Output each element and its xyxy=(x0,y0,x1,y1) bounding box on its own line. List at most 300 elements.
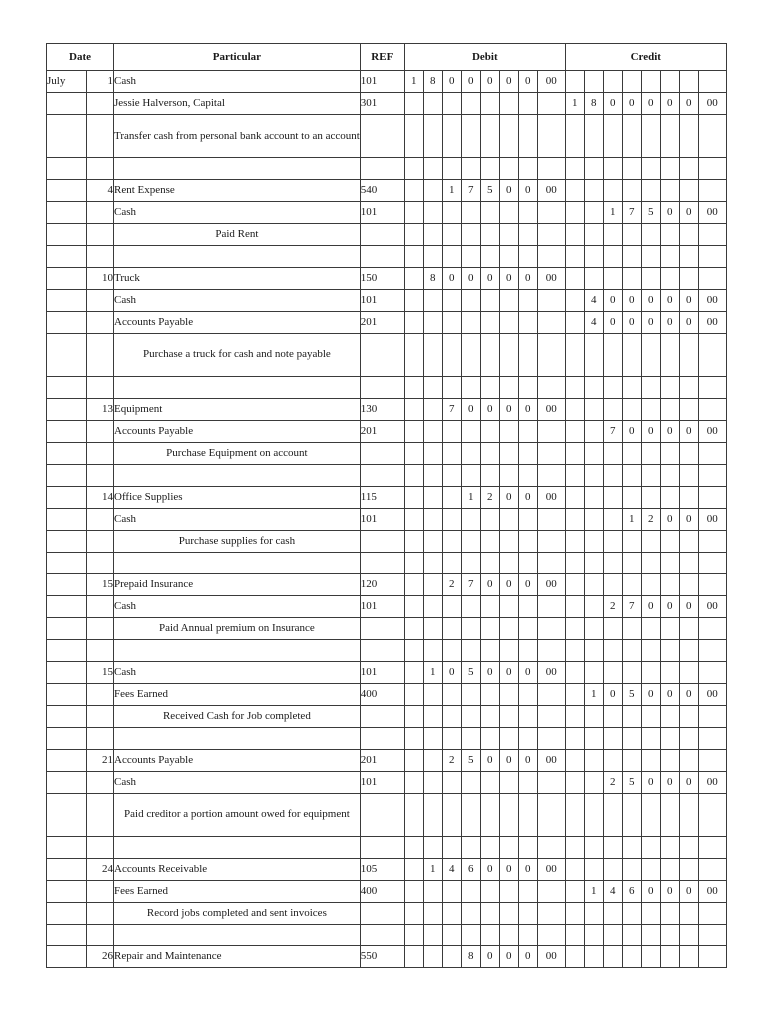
debit-digit-cell xyxy=(461,508,480,530)
debit-digit-cell: 1 xyxy=(404,71,423,93)
debit-digit-cell xyxy=(404,267,423,289)
debit-digit-cell xyxy=(423,202,442,224)
credit-digit-cell xyxy=(679,158,698,180)
debit-digit-cell xyxy=(404,552,423,574)
credit-digit-cell xyxy=(565,858,584,880)
date-month-cell xyxy=(47,661,87,683)
credit-digit-cell xyxy=(679,640,698,662)
credit-digit-cell xyxy=(679,246,698,268)
date-day-cell xyxy=(87,530,114,552)
credit-digit-cell: 00 xyxy=(698,880,726,902)
debit-digit-cell xyxy=(537,640,565,662)
credit-digit-cell xyxy=(584,771,603,793)
debit-digit-cell xyxy=(518,115,537,158)
debit-digit-cell xyxy=(499,311,518,333)
date-month-cell xyxy=(47,224,87,246)
journal-row xyxy=(47,661,727,683)
credit-digit-cell: 1 xyxy=(565,93,584,115)
debit-digit-cell: 0 xyxy=(461,398,480,420)
credit-digit-cell xyxy=(584,552,603,574)
debit-digit-cell xyxy=(518,705,537,727)
date-month-cell xyxy=(47,683,87,705)
debit-digit-cell xyxy=(480,246,499,268)
credit-digit-cell xyxy=(679,71,698,93)
credit-digit-cell: 0 xyxy=(679,420,698,442)
debit-digit-cell xyxy=(537,246,565,268)
credit-digit-cell xyxy=(660,530,679,552)
credit-digit-cell xyxy=(603,727,622,749)
credit-digit-cell xyxy=(584,115,603,158)
debit-digit-cell: 1 xyxy=(461,486,480,508)
credit-digit-cell: 2 xyxy=(603,771,622,793)
credit-digit-cell xyxy=(603,115,622,158)
credit-digit-cell xyxy=(660,115,679,158)
credit-digit-cell: 0 xyxy=(603,289,622,311)
credit-digit-cell xyxy=(622,618,641,640)
debit-digit-cell xyxy=(480,442,499,464)
credit-digit-cell xyxy=(641,267,660,289)
debit-digit-cell: 00 xyxy=(537,661,565,683)
credit-digit-cell xyxy=(603,836,622,858)
debit-digit-cell xyxy=(461,420,480,442)
debit-digit-cell xyxy=(404,158,423,180)
credit-digit-cell xyxy=(565,267,584,289)
date-day-cell xyxy=(87,158,114,180)
debit-digit-cell xyxy=(480,158,499,180)
debit-digit-cell xyxy=(480,377,499,399)
debit-digit-cell xyxy=(537,727,565,749)
credit-digit-cell xyxy=(622,574,641,596)
credit-digit-cell xyxy=(584,377,603,399)
debit-digit-cell xyxy=(499,464,518,486)
credit-digit-cell xyxy=(565,224,584,246)
debit-digit-cell xyxy=(404,420,423,442)
credit-digit-cell xyxy=(698,574,726,596)
debit-digit-cell xyxy=(499,420,518,442)
debit-digit-cell xyxy=(423,311,442,333)
credit-digit-cell xyxy=(641,115,660,158)
debit-digit-cell: 4 xyxy=(442,858,461,880)
debit-digit-cell xyxy=(442,836,461,858)
particular-cell: Fees Earned xyxy=(114,683,361,705)
entry-description: Paid creditor a portion amount owed for equipment xyxy=(114,793,361,836)
debit-digit-cell xyxy=(442,640,461,662)
debit-digit-cell xyxy=(461,311,480,333)
credit-digit-cell xyxy=(565,202,584,224)
credit-digit-cell xyxy=(641,552,660,574)
credit-digit-cell xyxy=(603,793,622,836)
debit-digit-cell xyxy=(461,596,480,618)
credit-digit-cell xyxy=(603,246,622,268)
credit-digit-cell xyxy=(622,486,641,508)
debit-digit-cell: 0 xyxy=(480,398,499,420)
debit-digit-cell xyxy=(461,924,480,946)
debit-digit-cell xyxy=(537,596,565,618)
ref-cell: 101 xyxy=(360,71,404,93)
debit-digit-cell xyxy=(499,93,518,115)
credit-digit-cell xyxy=(660,661,679,683)
ref-cell xyxy=(360,727,404,749)
date-day-cell: 4 xyxy=(87,180,114,202)
credit-digit-cell: 1 xyxy=(584,683,603,705)
debit-digit-cell: 0 xyxy=(480,574,499,596)
debit-digit-cell xyxy=(518,727,537,749)
debit-digit-cell xyxy=(404,683,423,705)
date-month-cell xyxy=(47,267,87,289)
credit-digit-cell xyxy=(698,180,726,202)
debit-digit-cell xyxy=(480,683,499,705)
credit-digit-cell xyxy=(698,836,726,858)
debit-digit-cell: 0 xyxy=(442,661,461,683)
credit-digit-cell xyxy=(603,661,622,683)
date-day-cell xyxy=(87,902,114,924)
debit-digit-cell: 0 xyxy=(518,661,537,683)
credit-digit-cell xyxy=(565,661,584,683)
debit-digit-cell xyxy=(461,793,480,836)
debit-digit-cell: 0 xyxy=(499,398,518,420)
debit-digit-cell xyxy=(537,836,565,858)
header-row xyxy=(47,44,727,71)
ref-cell xyxy=(360,377,404,399)
ref-cell xyxy=(360,333,404,376)
ref-cell xyxy=(360,530,404,552)
particular-cell xyxy=(114,924,361,946)
journal-row xyxy=(47,793,727,836)
credit-digit-cell xyxy=(641,705,660,727)
debit-digit-cell xyxy=(423,224,442,246)
credit-digit-cell xyxy=(603,574,622,596)
credit-digit-cell xyxy=(698,486,726,508)
credit-digit-cell: 5 xyxy=(641,202,660,224)
debit-digit-cell xyxy=(404,508,423,530)
debit-digit-cell xyxy=(442,771,461,793)
credit-digit-cell: 8 xyxy=(584,93,603,115)
debit-digit-cell xyxy=(518,836,537,858)
debit-digit-cell xyxy=(518,333,537,376)
date-month-cell xyxy=(47,946,87,968)
particular-cell xyxy=(114,552,361,574)
credit-digit-cell xyxy=(565,727,584,749)
credit-digit-cell: 0 xyxy=(679,880,698,902)
journal-row xyxy=(47,508,727,530)
header-credit: Credit xyxy=(565,44,726,71)
debit-digit-cell xyxy=(480,618,499,640)
credit-digit-cell xyxy=(641,793,660,836)
debit-digit-cell xyxy=(442,289,461,311)
credit-digit-cell: 6 xyxy=(622,880,641,902)
date-month-cell xyxy=(47,311,87,333)
credit-digit-cell: 0 xyxy=(679,93,698,115)
credit-digit-cell xyxy=(622,749,641,771)
credit-digit-cell: 0 xyxy=(641,880,660,902)
debit-digit-cell xyxy=(537,683,565,705)
credit-digit-cell xyxy=(641,574,660,596)
particular-cell xyxy=(114,158,361,180)
debit-digit-cell xyxy=(518,924,537,946)
debit-digit-cell xyxy=(404,727,423,749)
ref-cell: 301 xyxy=(360,93,404,115)
general-journal-table xyxy=(46,43,727,968)
credit-digit-cell: 00 xyxy=(698,289,726,311)
debit-digit-cell: 2 xyxy=(442,574,461,596)
debit-digit-cell xyxy=(537,880,565,902)
credit-digit-cell xyxy=(679,486,698,508)
debit-digit-cell xyxy=(499,683,518,705)
debit-digit-cell xyxy=(442,793,461,836)
debit-digit-cell xyxy=(423,530,442,552)
credit-digit-cell xyxy=(679,267,698,289)
ref-cell: 101 xyxy=(360,771,404,793)
debit-digit-cell xyxy=(442,530,461,552)
credit-digit-cell xyxy=(679,180,698,202)
debit-digit-cell xyxy=(423,398,442,420)
debit-digit-cell: 0 xyxy=(518,749,537,771)
credit-digit-cell xyxy=(603,224,622,246)
debit-digit-cell xyxy=(423,836,442,858)
date-month-cell xyxy=(47,530,87,552)
debit-digit-cell xyxy=(423,486,442,508)
credit-digit-cell xyxy=(622,924,641,946)
credit-digit-cell xyxy=(679,398,698,420)
debit-digit-cell xyxy=(423,727,442,749)
date-day-cell xyxy=(87,771,114,793)
date-month-cell xyxy=(47,442,87,464)
date-month-cell xyxy=(47,115,87,158)
debit-digit-cell xyxy=(499,333,518,376)
particular-cell: Repair and Maintenance xyxy=(114,946,361,968)
credit-digit-cell: 0 xyxy=(660,880,679,902)
credit-digit-cell: 0 xyxy=(660,508,679,530)
credit-digit-cell xyxy=(565,420,584,442)
credit-digit-cell xyxy=(641,246,660,268)
credit-digit-cell xyxy=(698,442,726,464)
credit-digit-cell xyxy=(603,924,622,946)
credit-digit-cell xyxy=(622,333,641,376)
credit-digit-cell xyxy=(698,71,726,93)
credit-digit-cell xyxy=(584,946,603,968)
debit-digit-cell xyxy=(461,836,480,858)
debit-digit-cell xyxy=(461,333,480,376)
debit-digit-cell xyxy=(423,705,442,727)
journal-row xyxy=(47,93,727,115)
debit-digit-cell xyxy=(442,924,461,946)
debit-digit-cell xyxy=(461,902,480,924)
credit-digit-cell xyxy=(698,333,726,376)
date-month-cell xyxy=(47,486,87,508)
credit-digit-cell xyxy=(584,727,603,749)
date-day-cell xyxy=(87,836,114,858)
date-day-cell xyxy=(87,924,114,946)
debit-digit-cell xyxy=(499,793,518,836)
credit-digit-cell xyxy=(584,464,603,486)
debit-digit-cell xyxy=(461,464,480,486)
debit-digit-cell xyxy=(442,486,461,508)
journal-row xyxy=(47,640,727,662)
entry-description: Transfer cash from personal bank account to an account xyxy=(114,115,361,158)
credit-digit-cell xyxy=(679,574,698,596)
credit-digit-cell xyxy=(660,858,679,880)
credit-digit-cell xyxy=(584,705,603,727)
credit-digit-cell xyxy=(584,640,603,662)
credit-digit-cell xyxy=(603,946,622,968)
credit-digit-cell xyxy=(622,398,641,420)
credit-digit-cell xyxy=(603,705,622,727)
debit-digit-cell xyxy=(423,377,442,399)
debit-digit-cell xyxy=(442,705,461,727)
debit-digit-cell: 0 xyxy=(518,398,537,420)
credit-digit-cell xyxy=(679,793,698,836)
debit-digit-cell xyxy=(480,311,499,333)
debit-digit-cell xyxy=(461,880,480,902)
credit-digit-cell xyxy=(565,289,584,311)
debit-digit-cell xyxy=(461,377,480,399)
debit-digit-cell xyxy=(423,902,442,924)
debit-digit-cell xyxy=(442,377,461,399)
credit-digit-cell: 0 xyxy=(641,311,660,333)
debit-digit-cell xyxy=(404,224,423,246)
date-day-cell: 21 xyxy=(87,749,114,771)
debit-digit-cell xyxy=(423,683,442,705)
credit-digit-cell xyxy=(698,530,726,552)
credit-digit-cell xyxy=(641,377,660,399)
journal-row xyxy=(47,311,727,333)
credit-digit-cell xyxy=(641,618,660,640)
credit-digit-cell xyxy=(584,793,603,836)
credit-digit-cell xyxy=(660,486,679,508)
debit-digit-cell xyxy=(537,333,565,376)
date-day-cell: 13 xyxy=(87,398,114,420)
date-day-cell xyxy=(87,333,114,376)
credit-digit-cell xyxy=(603,442,622,464)
credit-digit-cell xyxy=(622,464,641,486)
debit-digit-cell xyxy=(461,246,480,268)
credit-digit-cell xyxy=(603,902,622,924)
credit-digit-cell xyxy=(698,902,726,924)
debit-digit-cell xyxy=(423,115,442,158)
debit-digit-cell: 00 xyxy=(537,946,565,968)
credit-digit-cell xyxy=(584,618,603,640)
debit-digit-cell xyxy=(442,508,461,530)
debit-digit-cell: 0 xyxy=(499,946,518,968)
credit-digit-cell xyxy=(679,377,698,399)
header-particular: Particular xyxy=(114,44,361,71)
debit-digit-cell: 0 xyxy=(518,267,537,289)
credit-digit-cell xyxy=(565,311,584,333)
credit-digit-cell xyxy=(679,464,698,486)
credit-digit-cell: 0 xyxy=(603,683,622,705)
journal-row xyxy=(47,749,727,771)
journal-row xyxy=(47,771,727,793)
credit-digit-cell xyxy=(698,661,726,683)
credit-digit-cell xyxy=(584,267,603,289)
credit-digit-cell xyxy=(660,224,679,246)
debit-digit-cell xyxy=(518,530,537,552)
credit-digit-cell xyxy=(565,442,584,464)
credit-digit-cell xyxy=(698,946,726,968)
debit-digit-cell xyxy=(404,618,423,640)
credit-digit-cell: 0 xyxy=(641,596,660,618)
debit-digit-cell xyxy=(442,946,461,968)
ref-cell: 101 xyxy=(360,596,404,618)
debit-digit-cell: 00 xyxy=(537,267,565,289)
credit-digit-cell xyxy=(660,836,679,858)
credit-digit-cell xyxy=(698,115,726,158)
credit-digit-cell xyxy=(603,464,622,486)
particular-cell: Cash xyxy=(114,508,361,530)
journal-row xyxy=(47,289,727,311)
debit-digit-cell xyxy=(404,289,423,311)
date-day-cell xyxy=(87,93,114,115)
particular-cell: Cash xyxy=(114,771,361,793)
date-day-cell: 14 xyxy=(87,486,114,508)
date-day-cell: 15 xyxy=(87,574,114,596)
credit-digit-cell xyxy=(565,508,584,530)
debit-digit-cell: 1 xyxy=(423,661,442,683)
date-day-cell: 26 xyxy=(87,946,114,968)
date-day-cell: 10 xyxy=(87,267,114,289)
header-ref: REF xyxy=(360,44,404,71)
credit-digit-cell xyxy=(622,640,641,662)
date-month-cell xyxy=(47,749,87,771)
journal-row xyxy=(47,464,727,486)
debit-digit-cell xyxy=(499,224,518,246)
debit-digit-cell xyxy=(442,93,461,115)
credit-digit-cell xyxy=(603,333,622,376)
credit-digit-cell xyxy=(660,158,679,180)
credit-digit-cell xyxy=(622,115,641,158)
header-debit: Debit xyxy=(404,44,565,71)
credit-digit-cell xyxy=(660,180,679,202)
debit-digit-cell xyxy=(442,311,461,333)
ref-cell xyxy=(360,552,404,574)
debit-digit-cell: 0 xyxy=(461,267,480,289)
debit-digit-cell xyxy=(518,771,537,793)
credit-digit-cell xyxy=(565,836,584,858)
ref-cell: 115 xyxy=(360,486,404,508)
debit-digit-cell xyxy=(518,246,537,268)
ref-cell: 101 xyxy=(360,289,404,311)
credit-digit-cell xyxy=(622,224,641,246)
debit-digit-cell xyxy=(442,246,461,268)
credit-digit-cell: 00 xyxy=(698,771,726,793)
date-month-cell xyxy=(47,333,87,376)
debit-digit-cell: 0 xyxy=(518,180,537,202)
debit-digit-cell xyxy=(518,464,537,486)
debit-digit-cell xyxy=(480,420,499,442)
credit-digit-cell: 0 xyxy=(679,289,698,311)
debit-digit-cell xyxy=(461,224,480,246)
particular-cell xyxy=(114,377,361,399)
credit-digit-cell xyxy=(698,246,726,268)
date-month-cell xyxy=(47,464,87,486)
credit-digit-cell xyxy=(698,727,726,749)
debit-digit-cell xyxy=(423,793,442,836)
credit-digit-cell: 0 xyxy=(679,596,698,618)
credit-digit-cell xyxy=(565,530,584,552)
debit-digit-cell xyxy=(499,377,518,399)
debit-digit-cell: 8 xyxy=(461,946,480,968)
debit-digit-cell xyxy=(518,442,537,464)
ref-cell: 150 xyxy=(360,267,404,289)
debit-digit-cell xyxy=(461,93,480,115)
date-month-cell xyxy=(47,420,87,442)
debit-digit-cell xyxy=(537,902,565,924)
debit-digit-cell: 2 xyxy=(442,749,461,771)
debit-digit-cell: 0 xyxy=(461,71,480,93)
particular-cell xyxy=(114,246,361,268)
journal-row xyxy=(47,574,727,596)
credit-digit-cell xyxy=(565,902,584,924)
